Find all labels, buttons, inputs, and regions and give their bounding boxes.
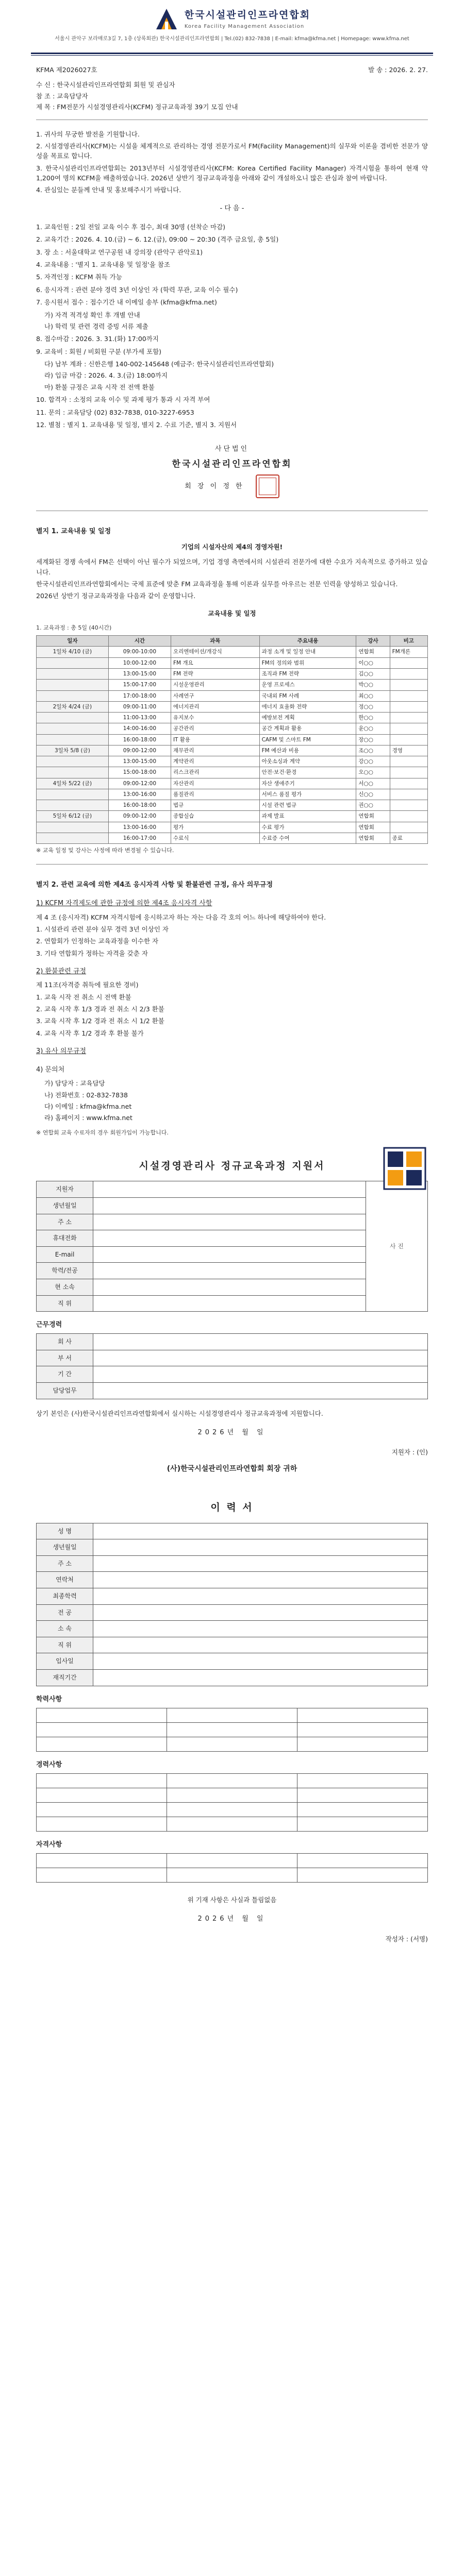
table-cell: 박○○ (356, 680, 390, 690)
table-cell: 아웃소싱과 계약 (259, 756, 356, 767)
table-cell (37, 657, 109, 668)
col-header: 시간 (108, 636, 171, 647)
applicant-table (36, 1181, 428, 1312)
table-cell: 09:00-11:00 (108, 701, 171, 712)
contact-line: 다) 이메일 : kfma@kfma.net (44, 1103, 132, 1111)
list-item: 2. 교육기간 : 2026. 4. 10.(금) ~ 6. 12.(금), 09:00 ~ 20:30 (격주 금요일, 총 5일) (36, 235, 279, 244)
pledge-text: 상기 본인은 (사)한국시설관리인프라연합회에서 실시하는 시설경영관리사 정규교육과정에 지원합니다. (36, 1409, 323, 1417)
table-cell: 수료증 수여 (259, 833, 356, 843)
resume-row (37, 1604, 428, 1621)
table-row (37, 789, 428, 800)
table-cell (390, 723, 427, 734)
resume-title: 이 력 서 (210, 1502, 254, 1514)
resume-cert-title: 자격사항 (36, 1840, 62, 1849)
photo-box[interactable]: 사 진 (366, 1181, 428, 1312)
table-cell: 신○○ (356, 789, 390, 800)
attachment-2 (0, 869, 464, 1142)
resume-field[interactable] (93, 1588, 428, 1605)
form-label: E-mail (37, 1246, 93, 1263)
table-cell (390, 690, 427, 701)
career-label: 담당업무 (37, 1383, 93, 1399)
sub-item: 라) 입금 마감 : 2026. 4. 3.(금) 18:00까지 (44, 371, 168, 380)
table-cell: 13:00-15:00 (108, 756, 171, 767)
schedule-note: 1. 교육과정 : 총 5일 (40시간) (36, 624, 112, 632)
career-row (37, 1383, 428, 1399)
table-row (37, 800, 428, 811)
table-cell: 에너지 효율화 전략 (259, 701, 356, 712)
table-row (37, 811, 428, 822)
career-table (36, 1333, 428, 1399)
career-row (37, 1366, 428, 1383)
resume-signer[interactable]: 작성자 : (서명) (385, 1935, 428, 1943)
table-cell: 한○○ (356, 713, 390, 723)
table-cell: 종합실습 (171, 811, 259, 822)
attachment-2-title: 별지 2. 관련 교육에 의한 제4조 응시자격 사항 및 환불관련 규정, 유사 의무규정 (36, 881, 273, 889)
attachment-1-title: 별지 1. 교육내용 및 일정 (36, 527, 111, 535)
form-title: 시설경영관리사 정규교육과정 지원서 (139, 1160, 325, 1172)
attachment-1-p: 2026년 상반기 정규교육과정을 다음과 같이 운영합니다. (36, 592, 196, 600)
table-cell (390, 657, 427, 668)
table-cell: 5일차 6/12 (금) (37, 811, 109, 822)
col-header: 비고 (390, 636, 427, 647)
table-cell: 사례연구 (171, 690, 259, 701)
table-row (37, 833, 428, 843)
table-cell: 이○○ (356, 657, 390, 668)
table-cell: 운영 프로세스 (259, 680, 356, 690)
refund-line: 1. 교육 시작 전 취소 시 전액 환불 (36, 993, 131, 1001)
table-cell: 09:00-12:00 (108, 745, 171, 756)
org-name-ko: 한국시설관리인프라연합회 (184, 9, 311, 21)
reference: 참 조 : 교육담당자 (36, 92, 88, 100)
table-cell: 리스크관리 (171, 767, 259, 778)
reg-line: 3. 기타 연합회가 정하는 자격을 갖춘 자 (36, 949, 148, 957)
sub-item: 다) 납부 계좌 : 신한은행 140-002-145648 (예금주: 한국시설관리인프라연합회) (44, 360, 274, 368)
form-field[interactable] (93, 1263, 366, 1279)
reg-line: 1. 시설관리 관련 분야 실무 경력 3년 이상인 자 (36, 925, 169, 933)
attachment-2-sub2: 2) 환불관련 규정 (36, 968, 86, 976)
kfma-stamp-icon (382, 1145, 428, 1192)
intro-p3: 3. 한국시설관리인프라연합회는 2013년부터 시설경영관리사(KCFM: Korea Certified Facility Manager) 자격시험을 통하여 현재 약 1,200여 명의 KCFM을 배출하였습니다. 2026년 상반기 정규교육과정을 아래와 같이 개설하오니 많은 관심과 참여 바랍니다. (36, 164, 428, 182)
table-cell: 정○○ (356, 701, 390, 712)
career-row (37, 1350, 428, 1366)
table-row (37, 701, 428, 712)
table-cell: 과제 발표 (259, 811, 356, 822)
resume-row (37, 1555, 428, 1572)
table-cell: 14:00-16:00 (108, 723, 171, 734)
contact-line: 나) 전화번호 : 02-832-7838 (44, 1091, 128, 1099)
table-cell: 오리엔테이션/개강식 (171, 647, 259, 657)
sign-rep-name: 이 정 한 (210, 482, 244, 490)
org-name-en: Korea Facility Management Association (184, 23, 305, 29)
career-title: 근무경력 (36, 1321, 62, 1329)
col-header: 과목 (171, 636, 259, 647)
table-cell (37, 800, 109, 811)
table-cell: 수료 평가 (259, 822, 356, 833)
refund-line: 4. 교육 시작 후 1/2 경과 후 환불 불가 (36, 1029, 144, 1037)
list-item: 3. 장 소 : 서울대학교 연구공원 내 강의장 (관악구 관악로1) (36, 248, 203, 256)
table-cell (390, 789, 427, 800)
career-label: 회 사 (37, 1334, 93, 1350)
table-cell: 연합회 (356, 822, 390, 833)
table-cell (37, 789, 109, 800)
table-cell: FM 개요 (171, 657, 259, 668)
table-cell: 재무관리 (171, 745, 259, 756)
career-label: 기 간 (37, 1366, 93, 1383)
table-cell: 최○○ (356, 690, 390, 701)
table-row (37, 723, 428, 734)
attachment-2-sub3: 3) 유사 의무규정 (36, 1047, 86, 1056)
form-field[interactable] (93, 1295, 366, 1312)
form-field[interactable] (93, 1246, 366, 1263)
table-cell: 강○○ (356, 756, 390, 767)
resume-label: 전 공 (37, 1604, 93, 1621)
table-cell: 13:00-16:00 (108, 822, 171, 833)
signature-block (36, 444, 428, 498)
table-cell: 4일차 5/22 (금) (37, 778, 109, 789)
table-cell (390, 734, 427, 745)
career-label: 부 서 (37, 1350, 93, 1366)
table-row (37, 713, 428, 723)
table-row (37, 767, 428, 778)
table-cell: FM개론 (390, 647, 427, 657)
table-cell: 수료식 (171, 833, 259, 843)
table-cell: FM의 정의와 범위 (259, 657, 356, 668)
table-cell: 17:00-18:00 (108, 690, 171, 701)
table-cell: 윤○○ (356, 723, 390, 734)
table-cell: 공간 계획과 활용 (259, 723, 356, 734)
col-header: 일자 (37, 636, 109, 647)
list-item: 12. 별첨 : 별지 1. 교육내용 및 일정, 별지 2. 수료 기준, 별지 3. 지원서 (36, 420, 237, 429)
refund-line: 3. 교육 시작 후 1/2 경과 전 취소 시 1/2 환불 (36, 1017, 164, 1025)
resume-cert-table (36, 1853, 428, 1883)
career-field[interactable] (93, 1383, 428, 1399)
table-cell: 15:00-18:00 (108, 767, 171, 778)
list-item: 1. 교육인원 : 2일 전일 교육 이수 후 접수, 최대 30명 (선착순 마감) (36, 223, 226, 231)
contact-line: 가) 담당자 : 교육담당 (44, 1079, 105, 1088)
table-cell: 16:00-18:00 (108, 800, 171, 811)
resume-row (37, 1572, 428, 1588)
form-label: 학력/전공 (37, 1263, 93, 1279)
resume-field[interactable] (93, 1669, 428, 1686)
form-field[interactable] (93, 1230, 366, 1247)
table-cell (37, 822, 109, 833)
send-date: 발 송 : 2026. 2. 27. (368, 66, 428, 74)
resume-row (37, 1523, 428, 1539)
form-field[interactable] (93, 1214, 366, 1230)
table-cell: 2일차 4/24 (금) (37, 701, 109, 712)
career-row (37, 1334, 428, 1350)
form-label: 지원자 (37, 1181, 93, 1198)
table-row (37, 647, 428, 657)
doc-number: KFMA 제2026027호 (36, 66, 97, 74)
table-cell (37, 668, 109, 679)
schedule-footnote: ※ 교육 일정 및 강사는 사정에 따라 변경될 수 있습니다. (36, 847, 174, 854)
table-cell: 유지보수 (171, 713, 259, 723)
list-item: 9. 교육비 : 회원 / 비회원 구분 (부가세 포함) (36, 347, 162, 355)
list-item: 8. 접수마감 : 2026. 3. 31.(화) 17:00까지 (36, 335, 159, 343)
form-recipient: (사)한국시설관리인프라연합회 회장 귀하 (167, 1464, 297, 1473)
table-cell: 3일차 5/8 (금) (37, 745, 109, 756)
table-cell: 평가 (171, 822, 259, 833)
table-cell (390, 800, 427, 811)
subject: 제 목 : FM전문가 시설경영관리사(KCFM) 정규교육과정 39기 모집 안내 (36, 103, 238, 111)
table-cell: 장○○ (356, 734, 390, 745)
resume-field[interactable] (93, 1653, 428, 1670)
table-cell (390, 767, 427, 778)
section-heading: - 다 음 - (220, 204, 244, 212)
resume-edu-table (36, 1708, 428, 1752)
resume-table (36, 1523, 428, 1686)
form-row (37, 1181, 428, 1198)
table-cell: 연합회 (356, 833, 390, 843)
table-cell (390, 668, 427, 679)
table-cell (37, 723, 109, 734)
resume-row (37, 1588, 428, 1605)
table-cell: CAFM 및 스마트 FM (259, 734, 356, 745)
reg-line: 제 4 조 (응시자격) KCFM 자격시험에 응시하고자 하는 자는 다음 각 호의 어느 하나에 해당하여야 한다. (36, 913, 326, 921)
resume-label: 생년월일 (37, 1539, 93, 1556)
resume-field[interactable] (93, 1572, 428, 1588)
table-cell: 에너지관리 (171, 701, 259, 712)
intro-p1: 1. 귀사의 무궁한 발전을 기원합니다. (36, 130, 140, 138)
form-label: 휴대전화 (37, 1230, 93, 1247)
resume-career-table (36, 1773, 428, 1832)
resume-career-title: 경력사항 (36, 1760, 62, 1769)
attachment-1-p: 한국시설관리인프라연합회에서는 국제 표준에 맞춘 FM 교육과정을 통해 이론과 실무를 아우르는 전문 인력을 양성하고 있습니다. (36, 580, 398, 588)
resume-footer: 위 기재 사항은 사실과 틀림없음 (187, 1895, 277, 1904)
resume-field[interactable] (93, 1523, 428, 1539)
application-form (0, 1142, 464, 1484)
table-row (37, 745, 428, 756)
table-cell: 조직과 FM 전략 (259, 668, 356, 679)
table-cell: 종료 (390, 833, 427, 843)
col-header: 주요내용 (259, 636, 356, 647)
table-cell: 과정 소개 및 일정 안내 (259, 647, 356, 657)
col-header: 강사 (356, 636, 390, 647)
org-address: 서울시 관악구 보라매로3길 7, 1층 (상록회관) 한국시설관리인프라연합회 | Tel.(02) 832-7838 | E-mail: kfma@kfma.net | Homepage: www.kfma.net (55, 36, 409, 42)
list-item: 11. 문의 : 교육담당 (02) 832-7838, 010-3227-6953 (36, 408, 194, 416)
resume-date: 2026년 월 일 (197, 1915, 267, 1923)
table-cell (37, 680, 109, 690)
form-label: 생년월일 (37, 1197, 93, 1214)
refund-line: 제 11조(자격증 취득에 필요한 경비) (36, 981, 139, 989)
resume-edu-title: 학력사항 (36, 1695, 62, 1703)
list-item: 7. 응시원서 접수 : 접수기간 내 이메일 송부 (kfma@kfma.net) (36, 298, 217, 307)
form-field[interactable] (93, 1279, 366, 1295)
table-cell: 공간관리 (171, 723, 259, 734)
contact-heading: 4) 문의처 (36, 1066, 65, 1074)
resume-field[interactable] (93, 1604, 428, 1621)
reg-line: 2. 연합회가 인정하는 교육과정을 이수한 자 (36, 937, 159, 945)
table-row (37, 680, 428, 690)
resume-row (37, 1539, 428, 1556)
table-cell: 경영 (390, 745, 427, 756)
letterhead-rule (31, 53, 433, 54)
resume-label: 연락처 (37, 1572, 93, 1588)
list-item: 5. 자격인정 : KCFM 취득 가능 (36, 273, 122, 281)
sign-role: 회 장 (185, 482, 206, 490)
table-cell (390, 811, 427, 822)
resume-row (37, 1669, 428, 1686)
form-label: 현 소속 (37, 1279, 93, 1295)
table-cell: 16:00-17:00 (108, 833, 171, 843)
resume-label: 최종학력 (37, 1588, 93, 1605)
table-cell: IT 활용 (171, 734, 259, 745)
resume-row (37, 1621, 428, 1637)
schedule-table (36, 635, 428, 844)
resume-field[interactable] (93, 1539, 428, 1556)
form-date: 2026년 월 일 (197, 1428, 267, 1436)
attachment-1-heading: 기업의 시설자산의 제4의 경영자원! (181, 543, 283, 551)
official-seal-icon (256, 474, 279, 498)
table-row (37, 690, 428, 701)
table-cell (37, 767, 109, 778)
resume-row (37, 1637, 428, 1653)
resume-label: 소 속 (37, 1621, 93, 1637)
form-label: 주 소 (37, 1214, 93, 1230)
closing-note: ※ 연합회 교육 수료자의 경우 회원가입이 가능합니다. (36, 1129, 169, 1136)
career-field[interactable] (93, 1334, 428, 1350)
resume-form (0, 1484, 464, 1951)
table-cell (37, 833, 109, 843)
table-cell: 1일차 4/10 (금) (37, 647, 109, 657)
refund-line: 2. 교육 시작 후 1/3 경과 전 취소 시 2/3 환불 (36, 1005, 164, 1013)
table-cell (37, 713, 109, 723)
table-cell (390, 680, 427, 690)
table-cell: 오○○ (356, 767, 390, 778)
table-cell (390, 756, 427, 767)
table-cell: 국내외 FM 사례 (259, 690, 356, 701)
form-signer[interactable]: 지원자 : (인) (391, 1448, 428, 1456)
table-cell (390, 701, 427, 712)
table-cell (37, 690, 109, 701)
table-cell (37, 734, 109, 745)
table-row (37, 756, 428, 767)
form-field[interactable] (93, 1181, 366, 1198)
table-cell (390, 778, 427, 789)
form-label: 직 위 (37, 1295, 93, 1312)
sub-item: 마) 환불 규정은 교육 시작 전 전액 환불 (44, 383, 155, 391)
sign-label: 사단법인 (214, 445, 250, 453)
resume-label: 주 소 (37, 1555, 93, 1572)
table-cell: 서비스 품질 평가 (259, 789, 356, 800)
attachment-1-p: 세계화된 경쟁 속에서 FM은 선택이 아닌 필수가 되었으며, 기업 경영 측면에서의 시설관리 전문가에 대한 수요가 지속적으로 증가하고 있습니다. (36, 558, 428, 576)
resume-field[interactable] (93, 1621, 428, 1637)
resume-label: 직 위 (37, 1637, 93, 1653)
table-cell (37, 756, 109, 767)
table-cell: 자산관리 (171, 778, 259, 789)
table-cell: 15:00-17:00 (108, 680, 171, 690)
table-cell: 시설 관련 법규 (259, 800, 356, 811)
table-cell: 09:00-12:00 (108, 778, 171, 789)
table-cell: 김○○ (356, 668, 390, 679)
table-cell: 16:00-18:00 (108, 734, 171, 745)
intro-p2: 2. 시설경영관리사(KCFM)는 시설을 체계적으로 관리하는 경영 전문가로서 FM(Facility Management)의 실무와 이론을 겸비한 전문가 양성을 목표로 합니다. (36, 142, 428, 160)
list-item: 4. 교육내용 : '별지 1. 교육내용 및 일정'을 참조 (36, 261, 170, 269)
table-cell: FM 전략 (171, 668, 259, 679)
sign-org-name: 한국시설관리인프라연합회 (172, 459, 292, 470)
resume-label: 성 명 (37, 1523, 93, 1539)
table-cell (390, 713, 427, 723)
table-row (37, 657, 428, 668)
table-cell: 10:00-12:00 (108, 657, 171, 668)
table-cell: 예방보전 계획 (259, 713, 356, 723)
table-cell: 13:00-15:00 (108, 668, 171, 679)
table-row (37, 778, 428, 789)
table-cell: 11:00-13:00 (108, 713, 171, 723)
table-cell: 13:00-16:00 (108, 789, 171, 800)
table-cell: 조○○ (356, 745, 390, 756)
resume-label: 재직기간 (37, 1669, 93, 1686)
sub-item: 가) 자격 적격성 확인 후 개별 안내 (44, 311, 140, 319)
resume-field[interactable] (93, 1637, 428, 1653)
form-field[interactable] (93, 1197, 366, 1214)
attachment-1 (0, 515, 464, 860)
table-cell: FM 예산과 비용 (259, 745, 356, 756)
table-cell: 자산 생애주기 (259, 778, 356, 789)
resume-field[interactable] (93, 1555, 428, 1572)
sub-item: 나) 학력 및 관련 경력 증빙 서류 제출 (44, 322, 148, 330)
table-row (37, 668, 428, 679)
table-cell: 안전·보건·환경 (259, 767, 356, 778)
recipient: 수 신 : 한국시설관리인프라연합회 회원 및 관심자 (36, 81, 175, 89)
table-row (37, 734, 428, 745)
table-cell: 품질관리 (171, 789, 259, 800)
contact-line: 라) 홈페이지 : www.kfma.net (44, 1114, 132, 1122)
table-cell: 계약관리 (171, 756, 259, 767)
attachment-2-sub1: 1) KCFM 자격제도에 관한 규정에 의한 제4조 응시자격 사항 (36, 900, 212, 908)
table-cell: 권○○ (356, 800, 390, 811)
table-cell: 연합회 (356, 647, 390, 657)
career-field[interactable] (93, 1350, 428, 1366)
table-row (37, 822, 428, 833)
schedule-caption: 교육내용 및 일정 (208, 609, 256, 617)
table-cell: 09:00-10:00 (108, 647, 171, 657)
resume-label: 입사일 (37, 1653, 93, 1670)
list-item: 10. 합격자 : 소정의 교육 이수 및 과제 평가 통과 시 자격 부여 (36, 396, 210, 404)
kfma-logo-icon (154, 6, 179, 32)
career-field[interactable] (93, 1366, 428, 1383)
letterhead (0, 0, 464, 49)
table-cell: 법규 (171, 800, 259, 811)
resume-row (37, 1653, 428, 1670)
intro-p4: 4. 관심있는 분들께 안내 및 홍보해주시기 바랍니다. (36, 186, 181, 194)
table-cell: 연합회 (356, 811, 390, 822)
table-cell (390, 822, 427, 833)
table-cell: 시설운영관리 (171, 680, 259, 690)
table-cell: 09:00-12:00 (108, 811, 171, 822)
table-cell: 서○○ (356, 778, 390, 789)
list-item: 6. 응시자격 : 관련 분야 경력 3년 이상인 자 (학력 무관, 교육 이수 필수) (36, 285, 238, 294)
